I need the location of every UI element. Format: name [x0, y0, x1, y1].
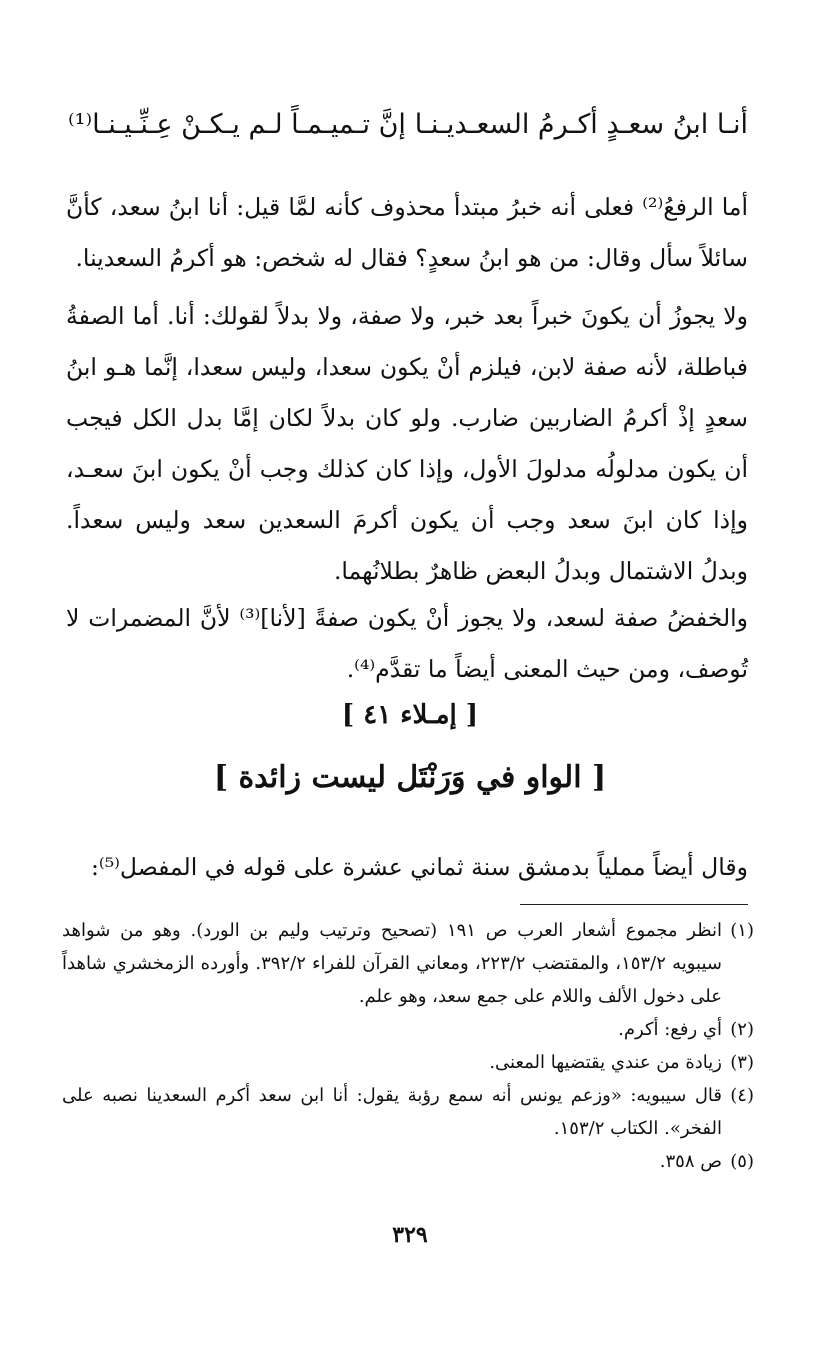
- footnote-number: (٤): [730, 1085, 754, 1106]
- footnote-text: انظر مجموع أشعار العرب ص ١٩١ (تصحيح وترتيب وليم بن الورد). وهو من شواهد سيبويه ١٥٣/٢، والمقتضب ٢٢٣/٢، ومعاني القرآن للفراء ٣٩٢/٢. وأورده الزمخشري شاهداً على دخول الألف واللام على جمع سعد، وهو علم.: [62, 920, 722, 1007]
- footnote-text: زيادة من عندي يقتضيها المعنى.: [489, 1052, 722, 1073]
- poetry-verse: [68, 96, 748, 152]
- footnote: [62, 1079, 754, 1145]
- footnote-number: (٣): [730, 1052, 754, 1073]
- paragraph-khafd: والخفضُ صفة لسعد، ولا يجوز أنْ يكون صفةً [لأنا]⁽³⁾ لأنَّ المضمرات لا تُوصف، ومن حيث المعنى أيضاً ما تقدَّم⁽⁴⁾.: [66, 603, 748, 683]
- footnote: [62, 1013, 754, 1046]
- footnote-separator: [520, 904, 748, 905]
- footnote: [62, 1145, 754, 1178]
- footnote-number: (٢): [730, 1019, 754, 1040]
- section-title: [ الواو في وَرَنْتَل ليست زائدة ]: [213, 760, 607, 795]
- imla-heading: [ إمـلاء ٤١ ]: [341, 700, 479, 730]
- footnotes-section: [62, 914, 754, 1178]
- footnote-number: (٥): [730, 1151, 754, 1172]
- footnote-text: أي رفع: أكرم.: [618, 1019, 722, 1040]
- paragraph-grammar-analysis: ولا يجوزُ أن يكونَ خبراً بعد خبر، ولا صفة، ولا بدلاً لقولك: أنا. أما الصفةُ فباطلة، لأنه صفة لابن، فيلزم أنْ يكون سعدا، وليس سعدا، إنَّما هـو ابنُ سعدٍ إذْ أكرمُ الضاربين ضارب. ولو كان بدلاً لكان إمَّا بدل الكل فيجب أن يكون مدلولُه مدلولَ الأول، وإذا كان كذلك وجب أنْ يكون ابنَ سعـد، وإذا كان ابنَ سعد وجب أن يكون أكرمَ السعدين سعد وليس سعداً. وبدلُ الاشتمال وبدلُ البعض ظاهرٌ بطلانُهما.: [66, 301, 748, 585]
- page-number: ٣٢٩: [392, 1222, 428, 1248]
- verse-second-hemistich: إنَّ تـميـمـاً لـم يـكـنْ عِـنِّـيـنـا⁽¹⁾: [68, 108, 406, 140]
- footnote: [62, 1046, 754, 1079]
- footnote: [62, 914, 754, 1013]
- footnote-number: (١): [730, 920, 754, 941]
- footnote-text: قال سيبويه: «وزعم يونس أنه سمع رؤبة يقول: أنا ابن سعد أكرم السعدينا نصبه على الفخر». الكتاب ١٥٣/٢.: [62, 1085, 722, 1139]
- paragraph-raf: أما الرفعُ⁽²⁾ فعلى أنه خبرُ مبتدأ محذوف كأنه لمَّا قيل: أنا ابنُ سعد، كأنَّ سائلاً سأل وقال: من هو ابنُ سعدٍ؟ فقال له شخص: هو أكرمُ السعدينا.: [66, 192, 749, 272]
- footnote-text: ص ٣٥٨.: [659, 1151, 722, 1172]
- verse-first-hemistich: أنـا ابنُ سعـدٍ أكـرمُ السعـديـنـا: [414, 108, 748, 140]
- paragraph-dictation: وقال أيضاً مملياً بدمشق سنة ثماني عشرة على قوله في المفصل⁽⁵⁾:: [91, 852, 748, 881]
